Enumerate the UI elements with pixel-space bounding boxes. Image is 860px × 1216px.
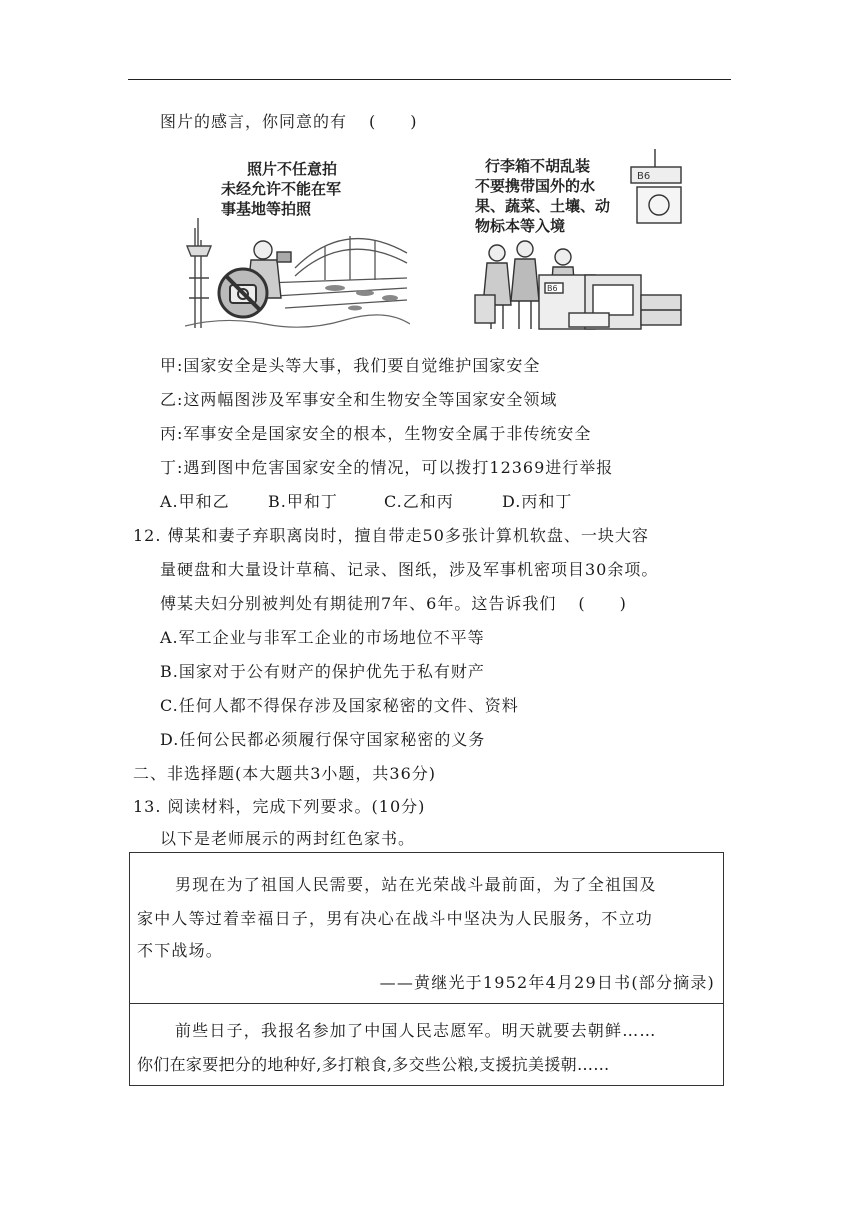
q12-option-d: D.任何公民都必须履行保守国家秘密的义务 (160, 730, 486, 749)
q12-line-3 (160, 594, 627, 614)
panel-right-line2: 果、蔬菜、土壤、动 (475, 197, 611, 215)
q13-intro: 以下是老师展示的两封红色家书。 (160, 829, 416, 848)
panel-right-line3: 物标本等入境 (475, 217, 566, 235)
q11-option-d: D.丙和丁 (502, 492, 573, 511)
gate-sign-label: B6 (637, 171, 651, 182)
q11-statement-2: 乙:这两幅图涉及军事安全和生物安全等国家安全领域 (160, 390, 558, 409)
panel-left-title: 照片不任意拍 (247, 160, 338, 178)
q11-option-a: A.甲和乙 (160, 492, 230, 511)
letters-divider (130, 1003, 723, 1004)
section-2-title: 二、非选择题(本大题共3小题，共36分) (133, 764, 437, 783)
q11-option-c: C.乙和丙 (384, 492, 454, 511)
panel-left-line1: 未经允许不能在军 (221, 180, 342, 198)
letters-box (129, 852, 724, 1086)
q13-title: 13. 阅读材料，完成下列要求。(10分) (133, 797, 426, 816)
xray-scanner-drawing (569, 275, 681, 329)
letter1-line-2: 家中人等过着幸福日子，男有决心在战斗中坚决为人民服务，不立功 (137, 909, 654, 928)
q12-line-3-text: 傅某夫妇分别被判处有期徒刑7年、6年。这告诉我们 (160, 594, 557, 613)
no-camera-icon (219, 269, 267, 317)
gate-sign-drawing (631, 149, 681, 223)
luggage-check-illustration (465, 145, 687, 333)
letter1-attribution: ——黄继光于1952年4月29日书(部分摘录) (379, 973, 715, 992)
tower-drawing (187, 218, 211, 328)
panel-right-line1: 不要携带国外的水 (475, 177, 596, 195)
header-rule (128, 79, 731, 80)
q12-option-c: C.任何人都不得保存涉及国家秘密的文件、资料 (160, 696, 519, 715)
letter2-line-1: 前些日子，我报名参加了中国人民志愿军。明天就要去朝鲜…… (175, 1021, 657, 1040)
q12-option-a: A.军工企业与非军工企业的市场地位不平等 (160, 628, 485, 647)
q12-line-1: 12. 傅某和妻子弃职离岗时，擅自带走50多张计算机软盘、一块大容 (133, 526, 649, 545)
intro-line (160, 112, 418, 132)
panel-right-title: 行李箱不胡乱装 (485, 157, 591, 175)
panel-left-line2: 事基地等拍照 (221, 200, 312, 218)
q12-option-b: B.国家对于公有财产的保护优先于私有财产 (160, 662, 485, 681)
q11-statement-1: 甲:国家安全是头等大事，我们要自觉维护国家安全 (160, 356, 541, 375)
q11-statement-4: 丁:遇到图中危害国家安全的情况，可以拨打12369进行举报 (160, 458, 614, 477)
counter-sign-label: B6 (547, 284, 558, 293)
military-photo-illustration (185, 148, 410, 330)
intro-text: 图片的感言，你同意的有 (160, 112, 348, 131)
q11-option-b: B.甲和丁 (268, 492, 338, 511)
ground-line (185, 315, 410, 327)
q11-statement-3: 丙:军事安全是国家安全的根本，生物安全属于非传统安全 (160, 424, 592, 443)
letter1-line-3: 不下战场。 (137, 941, 224, 960)
letter2-line-2: 你们在家要把分的地种好,多打粮食,多交些公粮,支援抗美援朝…… (137, 1055, 610, 1074)
letter1-line-1: 男现在为了祖国人民需要，站在光荣战斗最前面，为了全祖国及 (175, 875, 657, 894)
q12-line-2: 量硬盘和大量设计草稿、记录、图纸，涉及军事机密项目30余项。 (160, 560, 659, 579)
q11-options (160, 492, 572, 512)
answer-paren: ( ) (369, 112, 418, 131)
q12-answer-paren: ( ) (578, 594, 627, 613)
